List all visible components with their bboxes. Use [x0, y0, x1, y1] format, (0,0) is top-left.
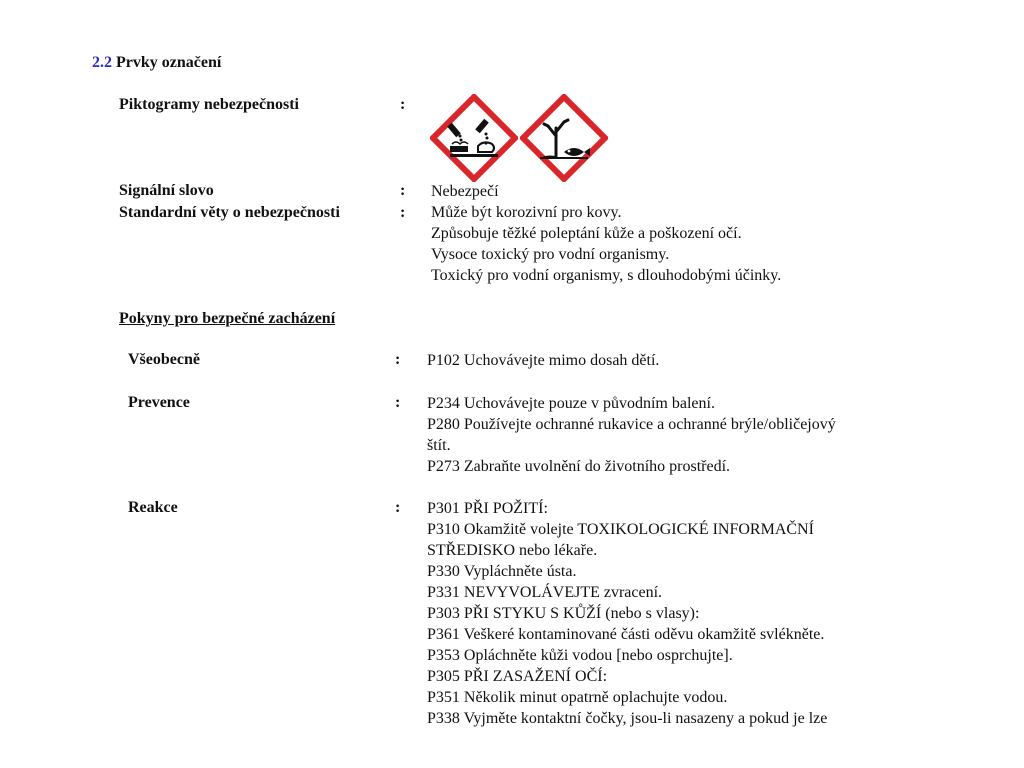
- precaution-line: P351 Několik minut opatrně oplachujte vodou.: [427, 689, 728, 706]
- pictograms-label: Piktogramy nebezpečnosti: [119, 96, 299, 113]
- precaution-line: P273 Zabraňte uvolnění do životního prostředí.: [427, 458, 731, 475]
- general-colon: :: [395, 351, 401, 368]
- prevention-list: [427, 393, 836, 477]
- section-title: Prvky označení: [116, 54, 222, 71]
- environment-pictogram-icon: [520, 94, 608, 182]
- general-list: [427, 350, 659, 371]
- precaution-line: P361 Veškeré kontaminované části oděvu okamžitě svlékněte.: [427, 626, 825, 643]
- signal-word-label: Signální slovo: [119, 182, 214, 199]
- precautions-heading: Pokyny pro bezpečné zacházení: [119, 310, 336, 327]
- hazard-statements-list: [431, 202, 781, 286]
- hazard-statements-colon: :: [400, 204, 406, 221]
- response-colon: :: [395, 499, 401, 516]
- signal-word-colon: :: [400, 182, 406, 199]
- pictograms-colon: :: [400, 96, 406, 113]
- precaution-line: P331 NEVYVOLÁVEJTE zvracení.: [427, 584, 663, 601]
- response-list: [427, 498, 827, 729]
- precaution-line: P303 PŘI STYKU S KŮŽÍ (nebo s vlasy):: [427, 605, 700, 622]
- corrosion-pictogram-icon: [430, 94, 518, 182]
- prevention-label: Prevence: [128, 394, 190, 411]
- precaution-line: P338 Vyjměte kontaktní čočky, jsou-li nasazeny a pokud je lze: [427, 710, 828, 727]
- precaution-line: P102 Uchovávejte mimo dosah dětí.: [427, 352, 660, 369]
- response-label: Reakce: [128, 499, 178, 516]
- precaution-line: P305 PŘI ZASAŽENÍ OČÍ:: [427, 668, 608, 685]
- signal-word-value: Nebezpečí: [431, 183, 499, 200]
- precaution-line: P234 Uchovávejte pouze v původním balení.: [427, 395, 715, 412]
- precaution-line: STŘEDISKO nebo lékaře.: [427, 542, 598, 559]
- precaution-line: P301 PŘI POŽITÍ:: [427, 500, 548, 517]
- precaution-line: P280 Používejte ochranné rukavice a ochranné brýle/obličejový: [427, 416, 836, 433]
- section-heading: [92, 54, 221, 72]
- precaution-line: P353 Opláchněte kůži vodou [nebo osprchujte].: [427, 647, 733, 664]
- section-number: 2.2: [92, 54, 112, 71]
- hazard-statement: Může být korozivní pro kovy.: [431, 204, 622, 221]
- general-label: Všeobecně: [128, 351, 200, 368]
- precaution-line: štít.: [427, 437, 451, 454]
- hazard-statement: Toxický pro vodní organismy, s dlouhodobými účinky.: [431, 267, 782, 284]
- hazard-statements-label: Standardní věty o nebezpečnosti: [119, 204, 340, 221]
- precaution-line: P330 Vypláchněte ústa.: [427, 563, 577, 580]
- precaution-line: P310 Okamžitě volejte TOXIKOLOGICKÉ INFORMAČNÍ: [427, 521, 814, 538]
- prevention-colon: :: [395, 394, 401, 411]
- hazard-statement: Způsobuje těžké poleptání kůže a poškození očí.: [431, 225, 742, 242]
- hazard-statement: Vysoce toxický pro vodní organismy.: [431, 246, 670, 263]
